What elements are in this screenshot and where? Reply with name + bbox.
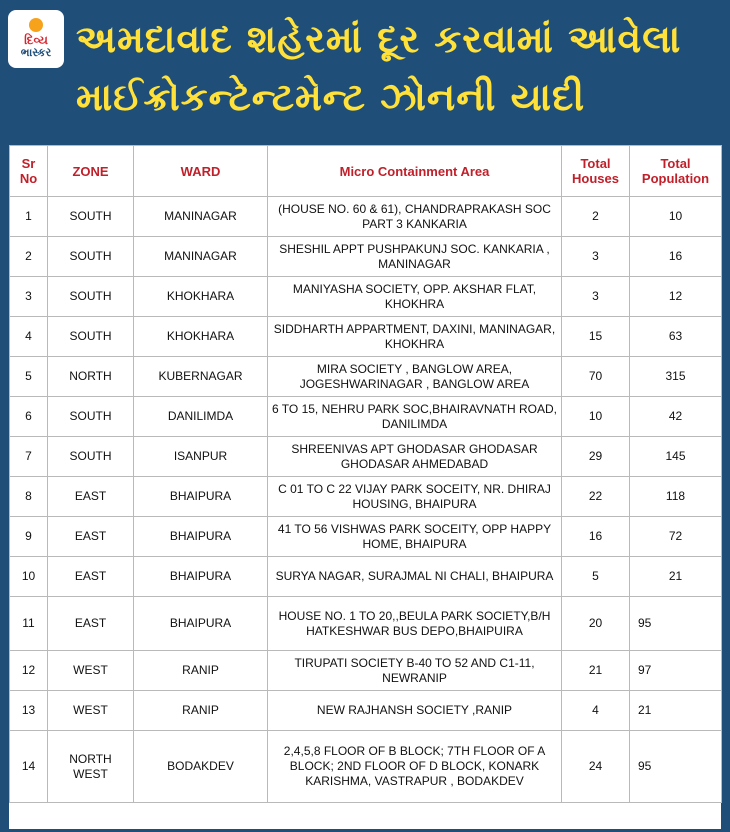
cell-zone: EAST bbox=[48, 517, 134, 557]
cell-area: TIRUPATI SOCIETY B-40 TO 52 AND C1-11, NEWRANIP bbox=[268, 651, 562, 691]
header-ward: WARD bbox=[134, 146, 268, 197]
cell-ward: MANINAGAR bbox=[134, 197, 268, 237]
title-line1: અમદાવાદ શહેરમાં દૂર કરવામાં આવેલા bbox=[76, 17, 682, 61]
cell-zone: WEST bbox=[48, 651, 134, 691]
cell-area: SURYA NAGAR, SURAJMAL NI CHALI, BHAIPURA bbox=[268, 557, 562, 597]
cell-houses: 70 bbox=[562, 357, 630, 397]
brand-line1: દિવ્ય bbox=[24, 33, 48, 47]
header-houses: Total Houses bbox=[562, 146, 630, 197]
cell-houses: 15 bbox=[562, 317, 630, 357]
cell-houses: 4 bbox=[562, 691, 630, 731]
brand-line2: ભાસ્કર bbox=[20, 47, 52, 59]
cell-population: 118 bbox=[630, 477, 722, 517]
cell-area: 41 TO 56 VISHWAS PARK SOCEITY, OPP HAPPY HOME, BHAIPURA bbox=[268, 517, 562, 557]
cell-houses: 29 bbox=[562, 437, 630, 477]
table-row bbox=[10, 517, 722, 557]
cell-population: 97 bbox=[630, 651, 722, 691]
cell-zone: NORTH WEST bbox=[48, 731, 134, 803]
table-row bbox=[10, 651, 722, 691]
cell-ward: RANIP bbox=[134, 691, 268, 731]
cell-zone: SOUTH bbox=[48, 437, 134, 477]
cell-population: 95 bbox=[630, 597, 722, 651]
cell-houses: 2 bbox=[562, 197, 630, 237]
cell-area: SHREENIVAS APT GHODASAR GHODASAR GHODASAR AHMEDABAD bbox=[268, 437, 562, 477]
cell-area: HOUSE NO. 1 TO 20,,BEULA PARK SOCIETY,B/H HATKESHWAR BUS DEPO,BHAIPUIRA bbox=[268, 597, 562, 651]
cell-houses: 10 bbox=[562, 397, 630, 437]
cell-sr: 6 bbox=[10, 397, 48, 437]
table-row bbox=[10, 317, 722, 357]
cell-sr: 11 bbox=[10, 597, 48, 651]
cell-houses: 3 bbox=[562, 277, 630, 317]
cell-ward: BHAIPURA bbox=[134, 557, 268, 597]
title-line2: માઈક્રોકન્ટેન્ટમેન્ટ ઝોનની યાદી bbox=[76, 75, 586, 119]
cell-ward: KHOKHARA bbox=[134, 317, 268, 357]
cell-houses: 3 bbox=[562, 237, 630, 277]
cell-ward: DANILIMDA bbox=[134, 397, 268, 437]
cell-zone: SOUTH bbox=[48, 317, 134, 357]
cell-zone: SOUTH bbox=[48, 397, 134, 437]
cell-ward: BODAKDEV bbox=[134, 731, 268, 803]
cell-ward: BHAIPURA bbox=[134, 517, 268, 557]
cell-area: SHESHIL APPT PUSHPAKUNJ SOC. KANKARIA , MANINAGAR bbox=[268, 237, 562, 277]
header-area: Micro Containment Area bbox=[268, 146, 562, 197]
cell-sr: 5 bbox=[10, 357, 48, 397]
containment-table-container bbox=[9, 145, 721, 829]
cell-population: 21 bbox=[630, 557, 722, 597]
sun-icon bbox=[29, 18, 43, 32]
cell-sr: 7 bbox=[10, 437, 48, 477]
table-row bbox=[10, 731, 722, 803]
header-banner bbox=[0, 0, 730, 140]
cell-population: 10 bbox=[630, 197, 722, 237]
cell-houses: 22 bbox=[562, 477, 630, 517]
table-row bbox=[10, 237, 722, 277]
cell-houses: 5 bbox=[562, 557, 630, 597]
cell-zone: SOUTH bbox=[48, 237, 134, 277]
cell-houses: 24 bbox=[562, 731, 630, 803]
cell-ward: ISANPUR bbox=[134, 437, 268, 477]
cell-houses: 20 bbox=[562, 597, 630, 651]
cell-population: 95 bbox=[630, 731, 722, 803]
cell-sr: 4 bbox=[10, 317, 48, 357]
cell-population: 42 bbox=[630, 397, 722, 437]
table-row bbox=[10, 437, 722, 477]
header-sr: Sr No bbox=[10, 146, 48, 197]
cell-population: 16 bbox=[630, 237, 722, 277]
table-row bbox=[10, 477, 722, 517]
cell-area: (HOUSE NO. 60 & 61), CHANDRAPRAKASH SOC PART 3 KANKARIA bbox=[268, 197, 562, 237]
cell-area: C 01 TO C 22 VIJAY PARK SOCEITY, NR. DHIRAJ HOUSING, BHAIPURA bbox=[268, 477, 562, 517]
cell-population: 21 bbox=[630, 691, 722, 731]
cell-zone: EAST bbox=[48, 597, 134, 651]
cell-sr: 1 bbox=[10, 197, 48, 237]
cell-sr: 3 bbox=[10, 277, 48, 317]
header-population: Total Population bbox=[630, 146, 722, 197]
cell-sr: 12 bbox=[10, 651, 48, 691]
brand-logo bbox=[8, 10, 64, 68]
containment-table bbox=[9, 145, 722, 803]
cell-ward: BHAIPURA bbox=[134, 477, 268, 517]
cell-population: 63 bbox=[630, 317, 722, 357]
cell-zone: WEST bbox=[48, 691, 134, 731]
cell-zone: EAST bbox=[48, 557, 134, 597]
cell-population: 315 bbox=[630, 357, 722, 397]
cell-area: 6 TO 15, NEHRU PARK SOC,BHAIRAVNATH ROAD, DANILIMDA bbox=[268, 397, 562, 437]
cell-ward: MANINAGAR bbox=[134, 237, 268, 277]
table-header-row bbox=[10, 146, 722, 197]
cell-zone: SOUTH bbox=[48, 277, 134, 317]
table-row bbox=[10, 357, 722, 397]
cell-zone: NORTH bbox=[48, 357, 134, 397]
cell-zone: EAST bbox=[48, 477, 134, 517]
cell-zone: SOUTH bbox=[48, 197, 134, 237]
cell-area: MANIYASHA SOCIETY, OPP. AKSHAR FLAT, KHOKHRA bbox=[268, 277, 562, 317]
table-row bbox=[10, 277, 722, 317]
page-title bbox=[76, 10, 726, 126]
cell-area: MIRA SOCIETY , BANGLOW AREA, JOGESHWARINAGAR , BANGLOW AREA bbox=[268, 357, 562, 397]
table-row bbox=[10, 597, 722, 651]
cell-sr: 14 bbox=[10, 731, 48, 803]
cell-population: 72 bbox=[630, 517, 722, 557]
table-row bbox=[10, 557, 722, 597]
cell-area: NEW RAJHANSH SOCIETY ,RANIP bbox=[268, 691, 562, 731]
cell-sr: 10 bbox=[10, 557, 48, 597]
cell-ward: KHOKHARA bbox=[134, 277, 268, 317]
table-row bbox=[10, 197, 722, 237]
cell-ward: BHAIPURA bbox=[134, 597, 268, 651]
cell-area: SIDDHARTH APPARTMENT, DAXINI, MANINAGAR, KHOKHRA bbox=[268, 317, 562, 357]
cell-sr: 9 bbox=[10, 517, 48, 557]
header-zone: ZONE bbox=[48, 146, 134, 197]
cell-sr: 8 bbox=[10, 477, 48, 517]
cell-ward: KUBERNAGAR bbox=[134, 357, 268, 397]
cell-population: 145 bbox=[630, 437, 722, 477]
cell-area: 2,4,5,8 FLOOR OF B BLOCK; 7TH FLOOR OF A BLOCK; 2ND FLOOR OF D BLOCK, KONARK KARISHMA, VASTRAPUR , BODAKDEV bbox=[268, 731, 562, 803]
cell-sr: 2 bbox=[10, 237, 48, 277]
table-row bbox=[10, 397, 722, 437]
table-row bbox=[10, 691, 722, 731]
cell-ward: RANIP bbox=[134, 651, 268, 691]
cell-population: 12 bbox=[630, 277, 722, 317]
cell-houses: 16 bbox=[562, 517, 630, 557]
cell-houses: 21 bbox=[562, 651, 630, 691]
cell-sr: 13 bbox=[10, 691, 48, 731]
